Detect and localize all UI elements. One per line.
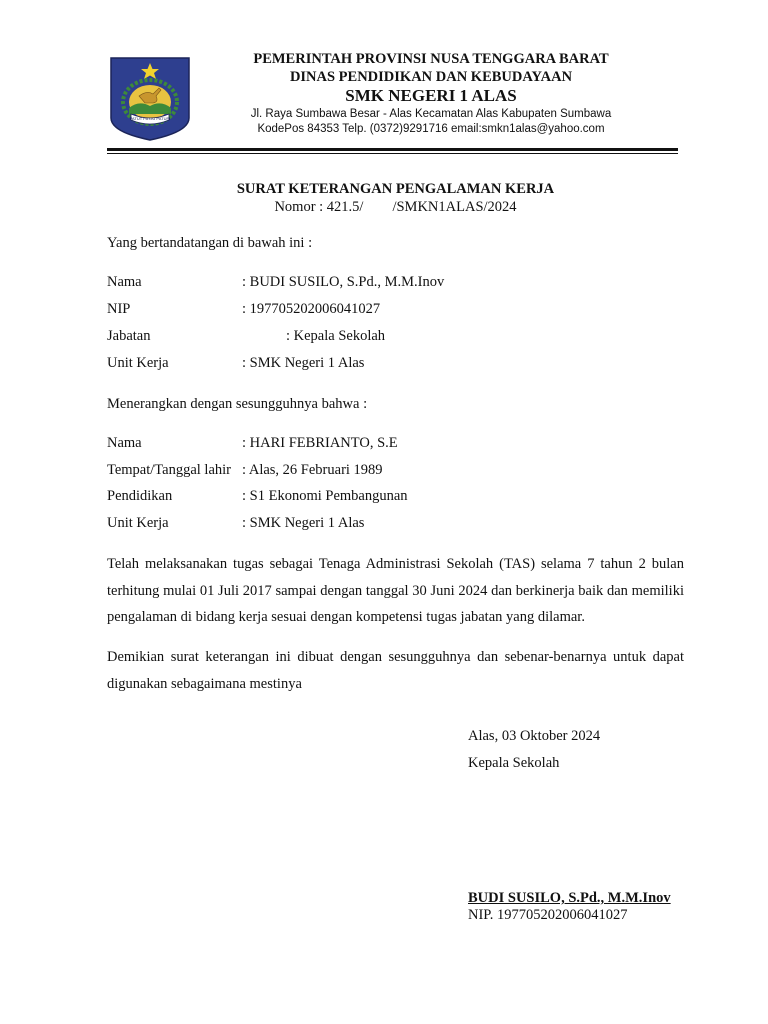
body-paragraph: Telah melaksanakan tugas sebagai Tenaga Administrasi Sekolah (TAS) selama 7 tahun 2 bulan terhitung mulai 01 Juli 2017 sampai dengan tanggal 30 Juni 2024 dan berkinerja baik dan memiliki pengalaman di bidang kerja sesuai dengan kompetensi tugas jabatan yang dilamar. xyxy=(107,556,684,625)
document-number: Nomor : 421.5/ /SMKN1ALAS/2024 xyxy=(274,199,517,215)
letterhead-divider xyxy=(107,148,678,151)
subject-birth-label: Tempat/Tanggal lahir xyxy=(107,462,231,478)
subject-education-value: : S1 Ekonomi Pembangunan xyxy=(242,488,408,504)
intro-text: Yang bertandatangan di bawah ini : xyxy=(107,235,313,251)
subject-unit-value: : SMK Negeri 1 Alas xyxy=(242,515,365,531)
signer-nip-label: NIP xyxy=(107,301,131,317)
subject-birth-value: : Alas, 26 Februari 1989 xyxy=(242,462,383,478)
letterhead-government: PEMERINTAH PROVINSI NUSA TENGGARA BARAT xyxy=(253,51,609,67)
letterhead-department: DINAS PENDIDIKAN DAN KEBUDAYAAN xyxy=(289,69,573,85)
province-emblem xyxy=(109,56,191,142)
signer-position-label: Jabatan xyxy=(107,328,151,344)
signature-position: Kepala Sekolah xyxy=(468,755,560,771)
signer-unit-label: Unit Kerja xyxy=(107,355,169,371)
closing-paragraph: Demikian surat keterangan ini dibuat dengan sesungguhnya dan sebenar-benarnya untuk dapat digunakan sebagaimana mestinya xyxy=(107,649,684,692)
signature-place-date: Alas, 03 Oktober 2024 xyxy=(468,728,601,744)
signer-name-label: Nama xyxy=(107,274,142,290)
subject-education-label: Pendidikan xyxy=(107,488,173,504)
letterhead-school-name: SMK NEGERI 1 ALAS xyxy=(345,86,517,105)
statement-text: Menerangkan dengan sesungguhnya bahwa : xyxy=(107,396,368,412)
emblem-motto: PATUT PATJU PATUPI xyxy=(129,116,171,121)
subject-name-value: : HARI FEBRIANTO, S.E xyxy=(242,435,398,451)
signer-unit-value: : SMK Negeri 1 Alas xyxy=(242,355,365,371)
subject-name-label: Nama xyxy=(107,435,142,451)
signature-nip: NIP. 197705202006041027 xyxy=(468,907,628,923)
letterhead-address: Jl. Raya Sumbawa Besar - Alas Kecamatan Alas Kabupaten Sumbawa xyxy=(250,108,612,120)
signer-name-value: : BUDI SUSILO, S.Pd., M.M.Inov xyxy=(242,274,445,290)
signer-nip-value: : 197705202006041027 xyxy=(242,301,381,317)
signer-position-value: : Kepala Sekolah xyxy=(286,328,386,344)
document-title: SURAT KETERANGAN PENGALAMAN KERJA xyxy=(236,181,555,197)
letterhead-divider-thin xyxy=(107,153,678,154)
subject-unit-label: Unit Kerja xyxy=(107,515,169,531)
letterhead-contact: KodePos 84353 Telp. (0372)9291716 email:smkn1alas@yahoo.com xyxy=(257,123,605,135)
signature-name: BUDI SUSILO, S.Pd., M.M.Inov xyxy=(468,890,671,906)
